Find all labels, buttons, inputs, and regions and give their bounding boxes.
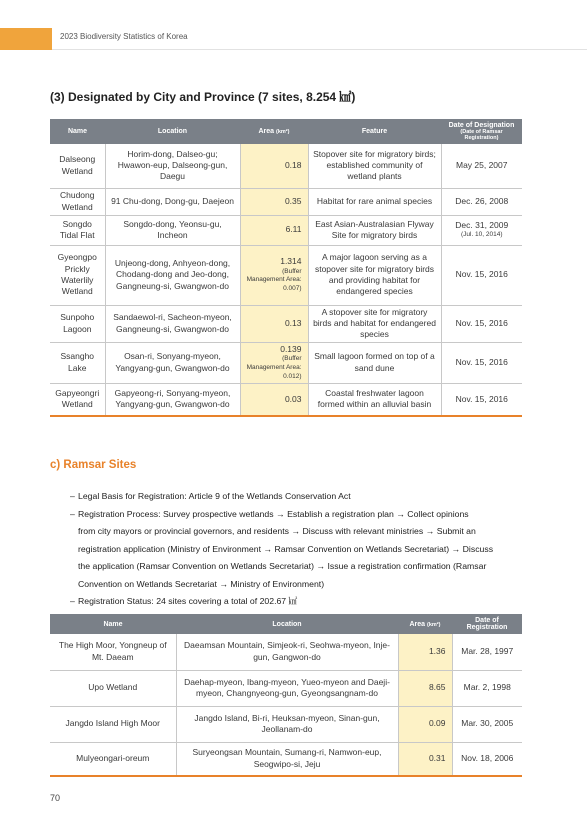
running-header: 2023 Biodiversity Statistics of Korea <box>60 32 188 41</box>
header-divider <box>52 49 587 50</box>
bullet-registration-status: – Registration Status: 24 sites covering a total of 202.67 ㎢ <box>70 596 298 606</box>
cell-date: Nov. 18, 2006 <box>452 742 522 776</box>
col-header-location: Location <box>176 614 398 634</box>
cell-name: Mulyeongari-oreum <box>50 742 176 776</box>
cell-date: Dec. 26, 2008 <box>441 188 522 215</box>
page-number: 70 <box>50 793 61 803</box>
table-row <box>50 634 522 670</box>
city-province-wetlands-table <box>50 119 522 417</box>
bullet-continuation: from city mayors or provincial governors, and residents → Discuss with relevant ministries → Submit an <box>78 526 476 536</box>
cell-feature: A major lagoon serving as a stopover site for migratory birds and providing habitat for endangered species <box>308 245 441 305</box>
table-row <box>50 670 522 706</box>
cell-location: Songdo-dong, Yeonsu-gu, Incheon <box>105 215 240 245</box>
cell-name: Upo Wetland <box>50 670 176 706</box>
table-row <box>50 215 522 245</box>
section-title: (3) Designated by City and Province (7 sites, 8.254 ㎢) <box>50 90 356 104</box>
cell-date: Nov. 15, 2016 <box>441 245 522 305</box>
cell-name: Chudong Wetland <box>50 188 105 215</box>
cell-name: Gapyeongri Wetland <box>50 383 105 416</box>
bullet-legal-basis: – Legal Basis for Registration: Article 9 of the Wetlands Conservation Act <box>70 491 351 501</box>
cell-name: Songdo Tidal Flat <box>50 215 105 245</box>
bullet-registration-process: – Registration Process: Survey prospective wetlands → Establish a registration plan → Collect opinions from city mayors or provincial governors, and residents → Discuss with relevant ministries → Submit an registration application (Ministry of Environment → Ramsar Convention on Wetlands Secretariat) → Discuss the application (Ramsar Convention on Wetlands Secretariat) → Issue a registration confirmation (Ramsar Convention on Wetlands Secretariat → Ministry of Environment) <box>70 506 530 594</box>
area-note: (Buffer Management Area: 0.007) <box>246 267 302 293</box>
cell-area: 1.36 <box>398 634 452 670</box>
col-header-date: Date of Registration <box>452 614 522 634</box>
cell-location: 91 Chu-dong, Dong-gu, Daejeon <box>105 188 240 215</box>
header-accent-bar <box>0 28 52 50</box>
cell-feature: Coastal freshwater lagoon formed within an alluvial basin <box>308 383 441 416</box>
cell-area: 0.09 <box>398 706 452 742</box>
cell-area: 6.11 <box>240 215 308 245</box>
cell-location: Unjeong-dong, Anhyeon-dong, Chodang-dong and Jeo-dong, Gangneung-si, Gwangwon-do <box>105 245 240 305</box>
col-header-feature: Feature <box>308 119 441 144</box>
cell-feature: Small lagoon formed on top of a sand dune <box>308 342 441 383</box>
cell-feature: Stopover site for migratory birds; established community of wetland plants <box>308 144 441 188</box>
cell-location: Suryeongsan Mountain, Sumang-ri, Namwon-eup, Seogwipo-si, Jeju <box>176 742 398 776</box>
cell-location: Jangdo Island, Bi-ri, Heuksan-myeon, Sinan-gun, Jeollanam-do <box>176 706 398 742</box>
cell-feature: Habitat for rare animal species <box>308 188 441 215</box>
cell-area: 8.65 <box>398 670 452 706</box>
cell-date: Nov. 15, 2016 <box>441 342 522 383</box>
cell-date: Mar. 2, 1998 <box>452 670 522 706</box>
cell-date: Dec. 31, 2009 (Jul. 10, 2014) <box>441 215 522 245</box>
cell-location: Gapyeong-ri, Sonyang-myeon, Yangyang-gun, Gwangwon-do <box>105 383 240 416</box>
ramsar-sites-table <box>50 614 522 777</box>
bullet-continuation: registration application (Ministry of Environment → Ramsar Convention on Wetlands Secretariat) → Discuss <box>78 543 494 554</box>
ramsar-subtitle: c) Ramsar Sites <box>50 459 137 471</box>
cell-feature: A stopover site for migratory birds and habitat for endangered species <box>308 305 441 342</box>
cell-date: Mar. 28, 1997 <box>452 634 522 670</box>
cell-location: Daehap-myeon, Ibang-myeon, Yueo-myeon and Daeji-myeon, Changnyeong-gun, Gyeongsangnam-do <box>176 670 398 706</box>
col-header-name: Name <box>50 119 105 144</box>
table-row <box>50 383 522 416</box>
cell-location: Osan-ri, Sonyang-myeon, Yangyang-gun, Gwangwon-do <box>105 342 240 383</box>
date-sub: (Jul. 10, 2014) <box>460 231 503 239</box>
cell-area: 0.03 <box>240 383 308 416</box>
cell-name: Ssangho Lake <box>50 342 105 383</box>
cell-area: 0.31 <box>398 742 452 776</box>
table-row <box>50 706 522 742</box>
ramsar-bullet-list <box>70 488 530 611</box>
cell-name: Dalseong Wetland <box>50 144 105 188</box>
table-row <box>50 245 522 305</box>
col-header-date: Date of Designation (Date of Ramsar Registration) <box>441 119 522 144</box>
cell-area: 0.139 (Buffer Management Area: 0.012) <box>240 342 308 383</box>
cell-date: Nov. 15, 2016 <box>441 383 522 416</box>
bullet-continuation: the application (Ramsar Convention on Wetlands Secretariat) → Issue a registration confirmation (Ramsar <box>78 561 487 571</box>
cell-location: Sandaewol-ri, Sacheon-myeon, Gangneung-si, Gwangwon-do <box>105 305 240 342</box>
col-header-location: Location <box>105 119 240 144</box>
col-header-area: Area (km²) <box>240 119 308 144</box>
table-row <box>50 342 522 383</box>
cell-date: Mar. 30, 2005 <box>452 706 522 742</box>
cell-feature: East Asian-Australasian Flyway Site for migratory birds <box>308 215 441 245</box>
cell-name: Jangdo Island High Moor <box>50 706 176 742</box>
bullet-continuation: Convention on Wetlands Secretariat → Ministry of Environment) <box>78 578 325 589</box>
cell-date: Nov. 15, 2016 <box>441 305 522 342</box>
cell-area: 0.35 <box>240 188 308 215</box>
cell-area: 0.18 <box>240 144 308 188</box>
table-row <box>50 188 522 215</box>
table-row <box>50 144 522 188</box>
cell-location: Horim-dong, Dalseo-gu; Hwawon-eup, Dalseong-gun, Daegu <box>105 144 240 188</box>
cell-location: Daeamsan Mountain, Simjeok-ri, Seohwa-myeon, Inje-gun, Gangwon-do <box>176 634 398 670</box>
table-row <box>50 305 522 342</box>
cell-area: 0.13 <box>240 305 308 342</box>
cell-name: The High Moor, Yongneup of Mt. Daeam <box>50 634 176 670</box>
cell-date: May 25, 2007 <box>441 144 522 188</box>
cell-area: 1.314 (Buffer Management Area: 0.007) <box>240 245 308 305</box>
cell-name: Sunpoho Lagoon <box>50 305 105 342</box>
area-note: (Buffer Management Area: 0.012) <box>246 355 302 380</box>
cell-name: Gyeongpo Prickly Waterlily Wetland <box>50 245 105 305</box>
col-header-name: Name <box>50 614 176 634</box>
col-header-area: Area (km²) <box>398 614 452 634</box>
table-row <box>50 742 522 776</box>
